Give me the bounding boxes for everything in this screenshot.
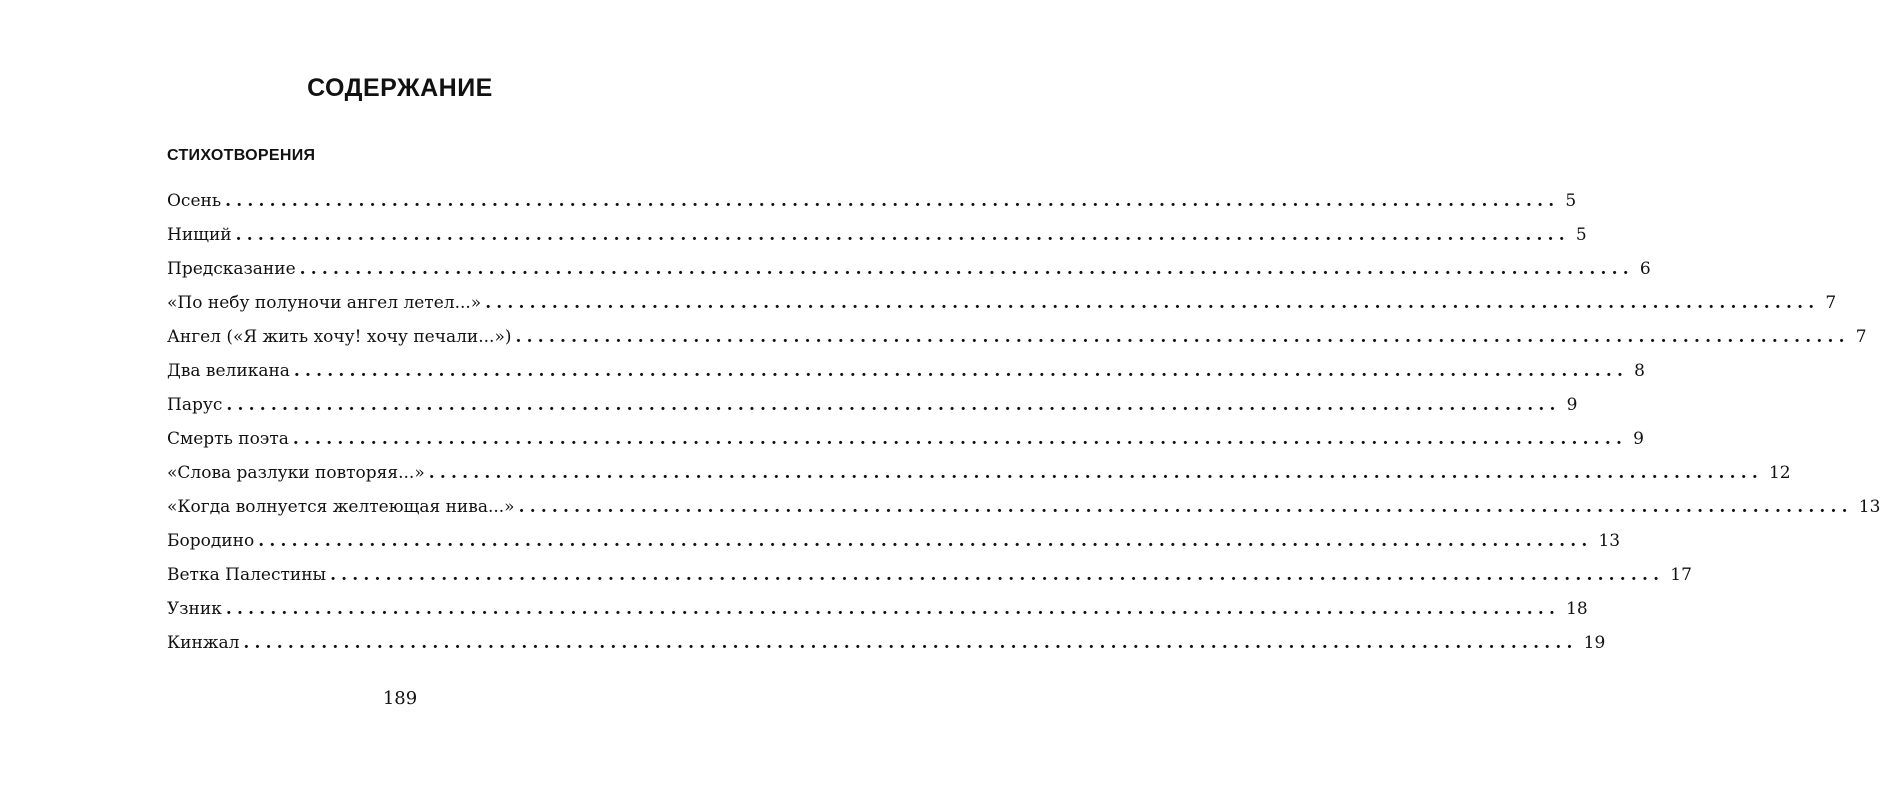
toc-entry-title: Смерть поэта [167, 429, 289, 449]
toc-entry-title: Два великана [167, 361, 290, 381]
toc-entry [167, 490, 1880, 524]
dot-leader: ........................................................................................................................ [243, 633, 1578, 653]
toc-entry [167, 422, 1644, 456]
toc-entry [167, 626, 1606, 660]
toc-entry [167, 558, 1692, 592]
dot-leader: ........................................................................................................................ [258, 531, 1593, 551]
toc-entry [167, 524, 1621, 558]
toc-entry-page: 5 [1565, 191, 1577, 211]
toc-entry-page: 9 [1633, 429, 1644, 449]
dot-leader: ........................................................................................................................ [226, 395, 1561, 415]
toc-entry-page: 7 [1855, 327, 1867, 347]
toc-entry-page: 18 [1566, 599, 1588, 619]
toc-entry-page: 7 [1825, 293, 1837, 313]
dot-leader: ........................................................................................................................ [428, 463, 1763, 483]
toc-entry-page: 8 [1634, 361, 1645, 381]
toc-entry-title: Нищий [167, 225, 232, 245]
toc-entry-title: Узник [167, 599, 222, 619]
toc-entry-title: Бородино [167, 531, 255, 551]
toc-entry-page: 12 [1768, 463, 1791, 483]
dot-leader: ........................................................................................................................ [235, 225, 1570, 245]
toc-entry-page: 6 [1639, 259, 1651, 279]
toc-entry-page: 17 [1670, 565, 1692, 585]
table-of-contents [167, 184, 1880, 660]
toc-entry [167, 354, 1645, 388]
toc-entry-title: Предсказание [167, 259, 296, 279]
toc-entry-title: Ветка Палестины [167, 565, 327, 585]
toc-entry [167, 320, 1867, 354]
toc-entry-page: 5 [1575, 225, 1587, 245]
toc-entry [167, 286, 1837, 320]
toc-entry-title: Ангел («Я жить хочу! хочу печали...») [167, 327, 512, 347]
toc-entry-title: «По небу полуночи ангел летел...» [167, 293, 482, 313]
toc-entry-title: «Когда волнуется желтеющая нива...» [167, 497, 515, 517]
page-title: СОДЕРЖАНИЕ [307, 74, 493, 102]
toc-entry-title: Кинжал [167, 633, 240, 653]
toc-entry-page: 9 [1566, 395, 1578, 415]
section-title: СТИХОТВОРЕНИЯ [167, 147, 316, 164]
dot-leader: ........................................................................................................................ [299, 259, 1634, 279]
toc-entry [167, 218, 1587, 252]
dot-leader: ........................................................................................................................ [225, 599, 1561, 619]
page-number: 189 [382, 688, 418, 709]
toc-entry [167, 252, 1651, 286]
toc-entry [167, 592, 1588, 626]
toc-entry-title: «Слова разлуки повторяя...» [167, 463, 425, 483]
dot-leader: ........................................................................................................................ [292, 429, 1628, 449]
toc-entry [167, 184, 1577, 218]
toc-entry-page: 13 [1598, 531, 1621, 551]
dot-leader: ........................................................................................................................ [225, 191, 1560, 211]
dot-leader: ........................................................................................................................ [485, 293, 1820, 313]
toc-entry [167, 456, 1791, 490]
dot-leader: ........................................................................................................................ [330, 565, 1665, 585]
toc-entry-title: Парус [167, 395, 223, 415]
dot-leader: ........................................................................................................................ [518, 497, 1853, 517]
toc-entry-page: 13 [1858, 497, 1880, 517]
dot-leader: ........................................................................................................................ [515, 327, 1850, 347]
dot-leader: ........................................................................................................................ [293, 361, 1629, 381]
toc-entry [167, 388, 1578, 422]
toc-entry-title: Осень [167, 191, 222, 211]
toc-entry-page: 19 [1583, 633, 1606, 653]
